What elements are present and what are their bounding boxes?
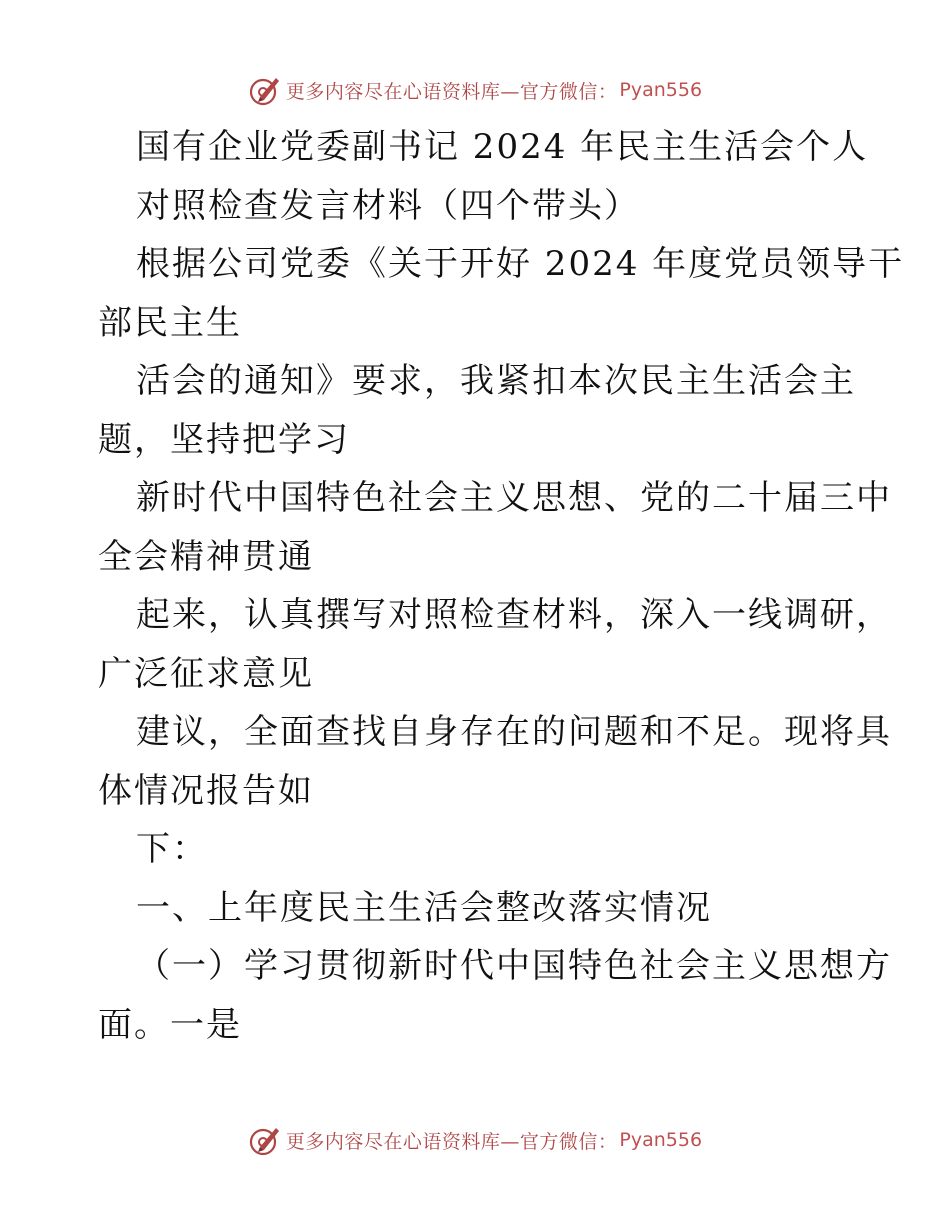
paragraph-line: 起来，认真撰写对照检查材料，深入一线调研， (136, 595, 892, 635)
banner-text: 更多内容尽在心语资料库—官方微信： (285, 1130, 618, 1153)
paragraph-line: 下： (136, 829, 208, 869)
paragraph-line: 全会精神贯通 (98, 536, 314, 577)
wechat-id: Pyan556 (619, 79, 703, 101)
paragraph-line: 部民主生 (98, 302, 242, 343)
document-title: 国有企业党委副书记 2024 年民主生活会个人 (136, 127, 869, 167)
pen-logo-icon (248, 73, 282, 107)
document-subtitle: 对照检查发言材料（四个带头） (136, 185, 640, 226)
paragraph-line: 活会的通知》要求，我紧扣本次民主生活会主 (136, 361, 856, 401)
paragraph-line: 广泛征求意见 (98, 653, 314, 694)
footer-banner (0, 1120, 950, 1160)
subsection-heading: （一）学习贯彻新时代中国特色社会主义思想方 (136, 946, 892, 986)
wechat-id: Pyan556 (619, 1129, 703, 1151)
document-body (98, 118, 905, 1054)
paragraph-line: 体情况报告如 (98, 770, 314, 811)
section-heading: 一、上年度民主生活会整改落实情况 (136, 887, 712, 928)
pen-logo-icon (248, 1123, 282, 1157)
paragraph-line: 建议，全面查找自身存在的问题和不足。现将具 (136, 712, 892, 752)
paragraph-line: 根据公司党委《关于开好 2024 年度党员领导干 (136, 244, 905, 284)
banner-text: 更多内容尽在心语资料库—官方微信： (285, 80, 618, 103)
paragraph-line: 新时代中国特色社会主义思想、党的二十届三中 (136, 478, 892, 518)
paragraph-line: 面。一是 (98, 1004, 242, 1045)
header-banner (0, 70, 950, 110)
paragraph-line: 题，坚持把学习 (98, 419, 350, 460)
